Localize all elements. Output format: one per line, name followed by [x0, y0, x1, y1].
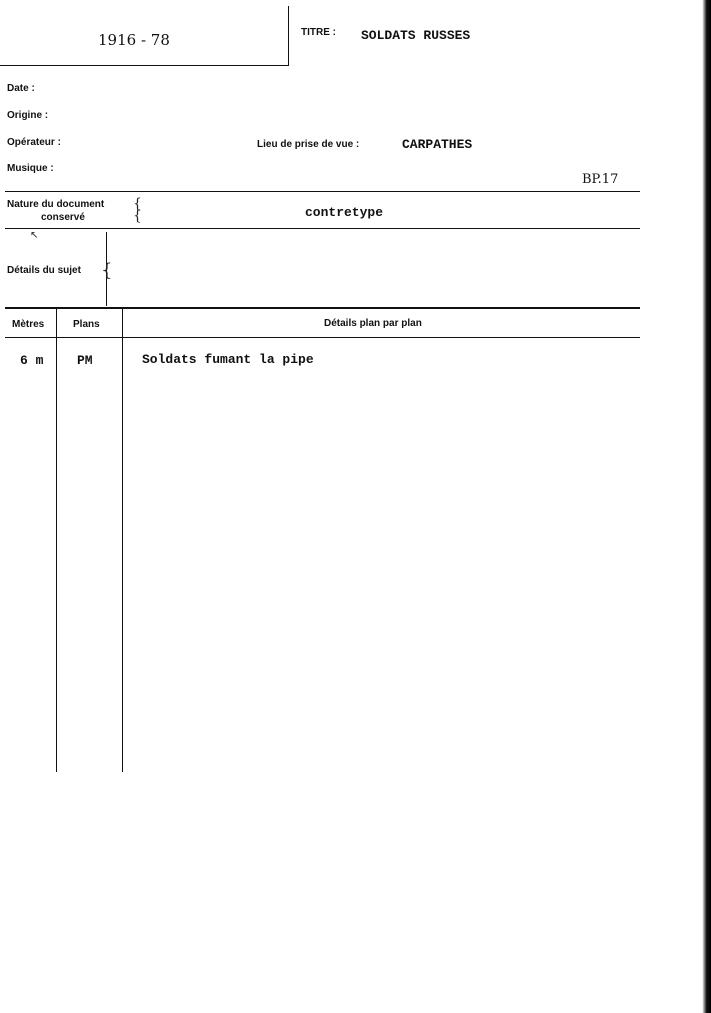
nature-label-line2: conservé [41, 212, 85, 223]
row-plans: PM [77, 353, 93, 368]
details-sujet-brace: { [101, 260, 113, 281]
header-box-bottom-border [0, 65, 289, 66]
column-header-plans: Plans [73, 319, 100, 330]
titre-label: TITRE : [301, 27, 336, 38]
origine-label: Origine : [7, 110, 49, 121]
details-sujet-label: Détails du sujet [7, 265, 81, 276]
table-header-bottom-line [5, 337, 640, 338]
reference-number: 1916 - 78 [98, 31, 170, 49]
column-header-details: Détails plan par plan [324, 318, 422, 329]
nature-brace-lower: { [133, 208, 142, 224]
nature-brace: { [133, 196, 142, 212]
table-top-line [5, 307, 640, 309]
titre-value: SOLDATS RUSSES [361, 28, 471, 43]
date-label: Date : [7, 83, 35, 94]
arrow-mark: ↖ [30, 230, 39, 241]
column-divider-plans-details [122, 309, 123, 772]
column-header-metres: Mètres [12, 319, 45, 330]
column-divider-metres-plans [56, 309, 57, 772]
header-box-right-border [288, 6, 289, 66]
row-details: Soldats fumant la pipe [142, 352, 314, 367]
row-metres: 6 m [20, 353, 44, 368]
operateur-label: Opérateur : [7, 137, 61, 148]
nature-value: contretype [305, 205, 384, 220]
musique-label: Musique : [7, 163, 54, 174]
page-edge-shadow [700, 0, 711, 1013]
nature-bottom-line [5, 228, 640, 229]
document-code: BP.17 [582, 172, 619, 187]
nature-label-line1: Nature du document [7, 199, 105, 210]
lieu-value: CARPATHES [402, 137, 473, 152]
lieu-label: Lieu de prise de vue : [257, 139, 360, 150]
nature-top-line [5, 191, 640, 192]
